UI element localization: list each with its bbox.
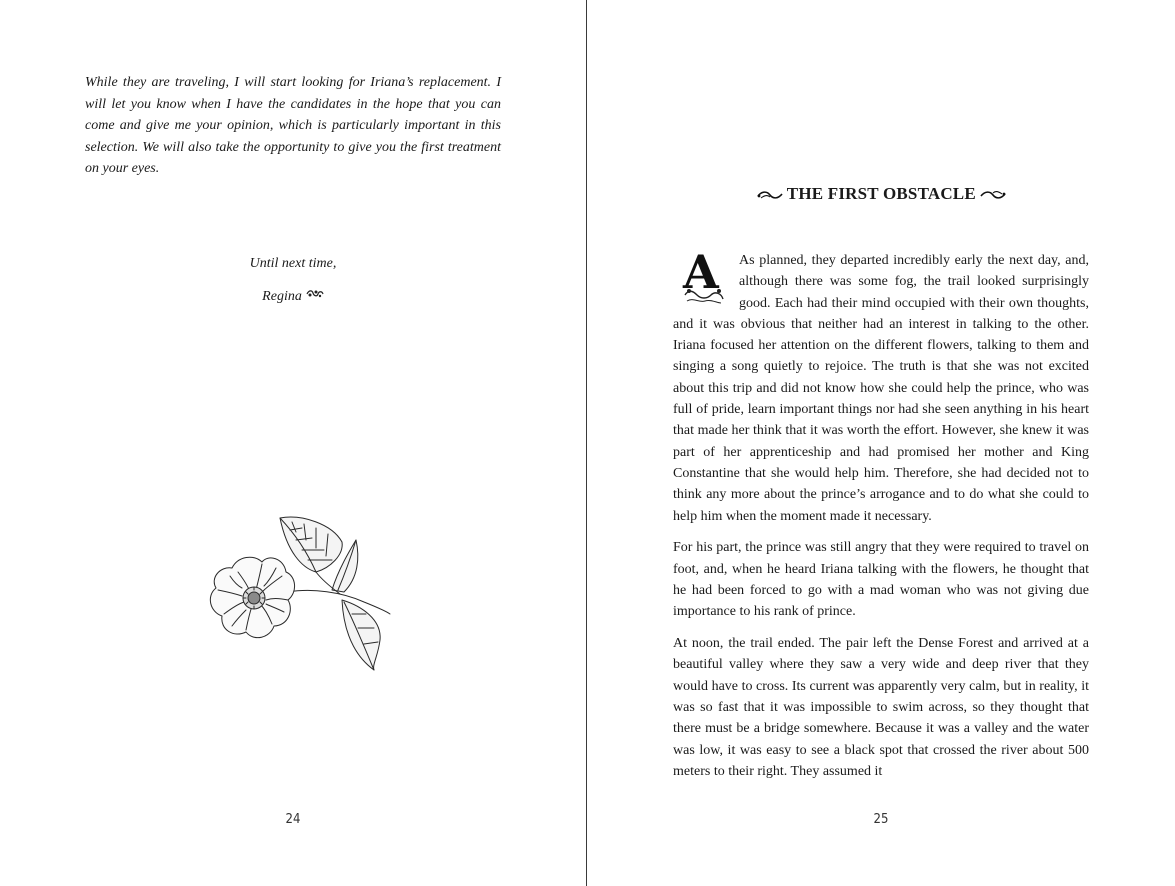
chapter-body [673,245,1089,793]
letter-closing: Until next time, [249,256,337,271]
swash-flourish-icon [980,189,1006,201]
drop-cap-letter: A [683,245,719,299]
right-page [588,0,1175,886]
signature-name: Regina [262,289,302,304]
page-number: 24 [285,812,301,827]
decorated-initial [681,245,725,307]
chapter-title [588,184,1175,204]
paragraph-1-text: As planned, they departed incredibly early the next day, and, although there was some fog, the trail looked surprisingly good. Each had their mind occupied with their own thoughts, and it was obvious that neither had an interest in talking to the other. Iriana focused her attention on the different flowers, talking to them and singing a song quietly to rejoice. The truth is that she was not excited about this trip and did not know how she could help the prince, who was full of pride, learn important things nor had she seen anything in his heart that made her think that it was worth the effort. However, she knew it was part of her apprenticeship and had promised her mother and King Constantine that she would help him. Therefore, she had decided not to think any more about the prince’s arrogance and to do what she could to help him when the moment made it necessary. [673,253,1089,524]
letter-body: While they are traveling, I will start looking for Iriana’s replacement. I will let you know when I have the candidates in the hope that you can come and give me your opinion, which is particularly important in this selection. We will also take the opportunity to give you the first treatment on your eyes. [85,75,501,176]
chapter-title-text: THE FIRST OBSTACLE [786,184,976,203]
swash-flourish-icon [757,189,783,201]
book-spine-divider [586,0,587,886]
paragraph-2: For his part, the prince was still angry that they were required to travel on foot, and, when he heard Iriana talking with the flowers, he thought that he had been forced to go with a mad woman who was not giving due importance to his rank of prince. [673,540,1089,620]
floral-flourish-icon [306,288,324,304]
left-page [0,0,586,886]
letter-signature [85,288,501,305]
paragraph-1 [673,245,1089,527]
page-number: 25 [873,812,889,827]
paragraph-3: At noon, the trail ended. The pair left the Dense Forest and arrived at a beautiful valley where they saw a very wide and deep river that they would have to cross. Its current was apparently very calm, but in reality, it was so fast that it was impossible to swim across, so they thought that there must be a bridge somewhere. Because it was a valley and the water was low, it was easy to see a black spot that crossed the river about 500 meters to their right. They assumed it [673,636,1089,779]
flower-illustration [192,510,397,675]
